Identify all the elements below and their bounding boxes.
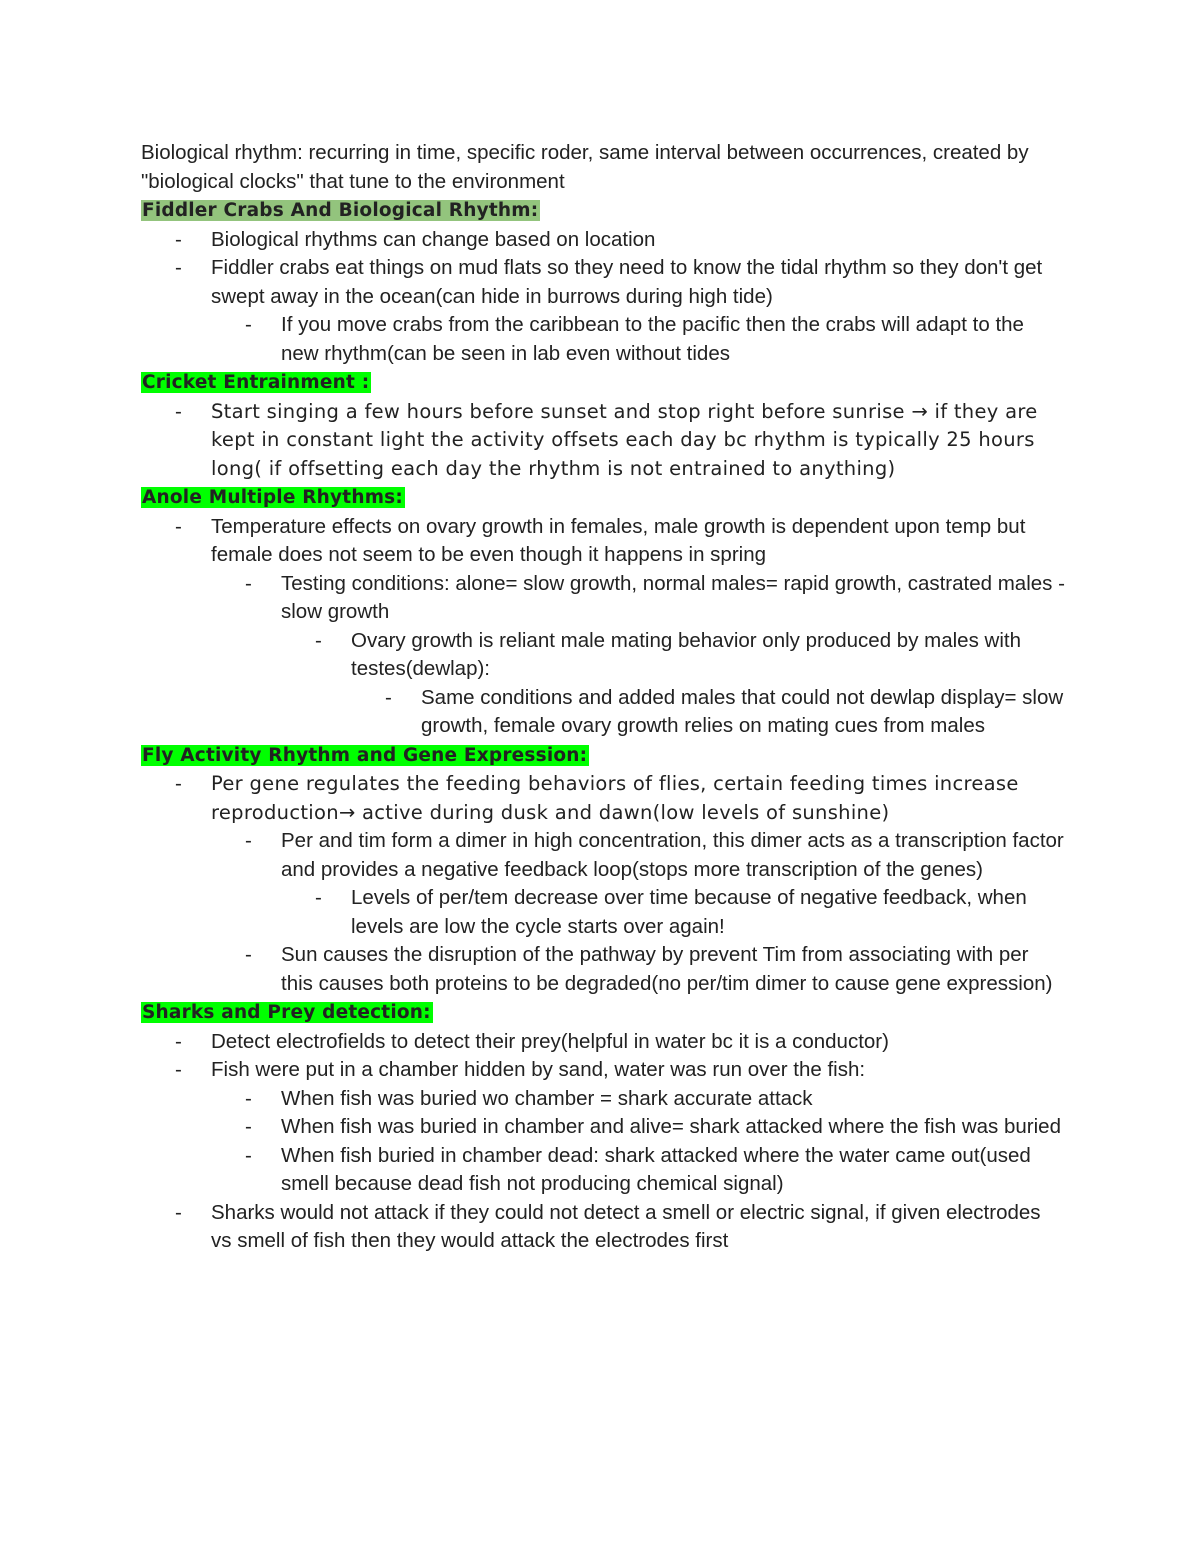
list-item-text: Ovary growth is reliant male mating behavior only produced by males with testes(dewlap): — [351, 628, 1021, 680]
list-item — [211, 311, 1066, 368]
bullet-dash: - — [245, 313, 252, 336]
list-item — [281, 884, 1066, 941]
bullet-list-level-3 — [281, 884, 1066, 941]
list-item — [141, 1056, 1066, 1199]
bullet-list-level-1 — [141, 226, 1066, 369]
bullet-list-level-1 — [141, 1028, 1066, 1256]
bullet-list-level-1 — [141, 770, 1066, 998]
bullet-dash: - — [175, 399, 182, 423]
bullet-dash: - — [245, 1115, 252, 1138]
list-item — [281, 627, 1066, 741]
list-item — [141, 1199, 1066, 1256]
bullet-dash: - — [175, 1058, 182, 1081]
bullet-dash: - — [385, 685, 392, 709]
bullet-dash: - — [245, 829, 252, 852]
list-item-text: Per and tim form a dimer in high concentration, this dimer acts as a transcription factor and provides a negative feedback loop(stops more transcription of the genes) — [281, 829, 1064, 881]
list-item-text: Fiddler crabs eat things on mud flats so they need to know the tidal rhythm so they don't get swept away in the ocean(can hide in burrows during high tide) — [211, 256, 1043, 308]
list-item-text: Sun causes the disruption of the pathway by prevent Tim from associating with per this causes both proteins to be degraded(no per/tim dimer to cause gene expression) — [281, 943, 1053, 995]
list-item-text: Temperature effects on ovary growth in females, male growth is dependent upon temp but female does not seem to be even though it happens in spring — [211, 514, 1026, 566]
section-heading-text: Fly Activity Rhythm and Gene Expression: — [142, 744, 588, 766]
list-item — [141, 254, 1066, 368]
section-heading-text: Cricket Entrainment : — [142, 372, 370, 393]
bullet-list-level-4 — [351, 684, 1066, 741]
list-item-text: When fish was buried in chamber and alive= shark attacked where the fish was buried — [281, 1115, 1061, 1138]
bullet-dash: - — [175, 256, 182, 279]
list-item-text: Fish were put in a chamber hidden by sand, water was run over the fish: — [211, 1058, 866, 1081]
list-item-text: Biological rhythms can change based on location — [211, 227, 656, 251]
section-heading — [141, 483, 1066, 513]
bullet-list-level-1 — [141, 513, 1066, 741]
bullet-list-level-1 — [141, 398, 1066, 484]
bullet-list-level-2 — [211, 1085, 1066, 1199]
bullet-dash: - — [245, 1143, 252, 1167]
list-item — [211, 1113, 1066, 1142]
list-item — [211, 941, 1066, 998]
list-item-text: When fish was buried wo chamber = shark accurate attack — [281, 1086, 813, 1110]
list-item-text: Testing conditions: alone= slow growth, normal males= rapid growth, castrated males - slow growth — [281, 571, 1065, 623]
bullet-dash: - — [175, 772, 182, 795]
section-heading — [141, 368, 1066, 398]
bullet-list-level-2 — [211, 311, 1066, 368]
bullet-list-level-2 — [211, 570, 1066, 741]
bullet-dash: - — [245, 571, 252, 595]
list-item — [141, 226, 1066, 255]
document-page — [141, 139, 1066, 1256]
list-item — [211, 1142, 1066, 1199]
list-item-text: Levels of per/tem decrease over time because of negative feedback, when levels are low the cycle starts over again! — [351, 886, 1027, 938]
list-item-text: Per gene regulates the feeding behaviors of flies, certain feeding times increase reproduction→ active during dusk and dawn(low levels of sunshine) — [211, 772, 1019, 824]
list-item — [141, 513, 1066, 741]
section-heading — [141, 196, 1066, 226]
notes-sections — [141, 196, 1066, 1256]
bullet-dash: - — [245, 1086, 252, 1110]
bullet-dash: - — [175, 1029, 182, 1053]
list-item-text: If you move crabs from the caribbean to the pacific then the crabs will adapt to the new rhythm(can be seen in lab even without tides — [281, 313, 1024, 365]
bullet-dash: - — [175, 1200, 182, 1224]
list-item — [141, 398, 1066, 484]
list-item-text: Sharks would not attack if they could not detect a smell or electric signal, if given electrodes vs smell of fish then they would attack the electrodes first — [211, 1200, 1041, 1252]
list-item — [141, 770, 1066, 998]
list-item-text: When fish buried in chamber dead: shark attacked where the water came out(used smell because dead fish not producing chemical signal) — [281, 1143, 1031, 1195]
bullet-list-level-2 — [211, 827, 1066, 998]
list-item-text: Same conditions and added males that could not dewlap display= slow growth, female ovary growth relies on mating cues from males — [421, 685, 1064, 737]
list-item — [141, 1028, 1066, 1057]
bullet-dash: - — [245, 943, 252, 966]
list-item — [211, 1085, 1066, 1114]
section-heading-text: Sharks and Prey detection: — [142, 1002, 431, 1023]
list-item-text: Start singing a few hours before sunset and stop right before sunrise → if they are kept in constant light the activity offsets each day bc rhythm is typically 25 hours long( if offsetting each day the rhythm is not entrained to anything) — [211, 399, 1038, 480]
bullet-dash: - — [315, 886, 322, 909]
bullet-dash: - — [315, 628, 322, 652]
section-heading — [141, 741, 1066, 771]
list-item-text: Detect electrofields to detect their prey(helpful in water bc it is a conductor) — [211, 1029, 889, 1053]
bullet-dash: - — [175, 514, 182, 538]
bullet-list-level-3 — [281, 627, 1066, 741]
intro-paragraph: Biological rhythm: recurring in time, specific roder, same interval between occurrences, created by "biological clocks" that tune to the environment — [141, 141, 1029, 193]
section-heading-text: Anole Multiple Rhythms: — [142, 487, 403, 508]
list-item — [211, 570, 1066, 741]
list-item — [211, 827, 1066, 941]
section-heading-text: Fiddler Crabs And Biological Rhythm: — [142, 200, 539, 221]
list-item — [351, 684, 1066, 741]
bullet-dash: - — [175, 227, 182, 251]
section-heading — [141, 998, 1066, 1028]
